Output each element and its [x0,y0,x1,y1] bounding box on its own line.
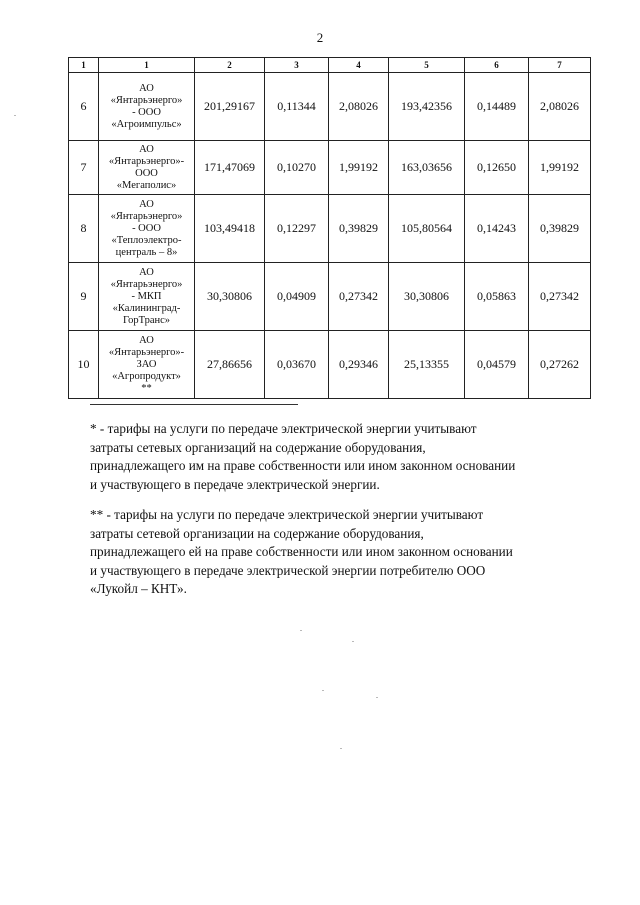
organization-line: «Мегаполис» [116,179,177,191]
column-header: 1 [99,58,195,73]
organization-line: АО [139,334,154,346]
value-cell: 0,10270 [265,141,329,195]
organization-cell [99,331,195,399]
column-header: 1 [69,58,99,73]
organization-line: «Янтарьэнерго»- [108,346,185,358]
scan-speck [322,690,324,691]
organization-line: централь – 8» [115,246,178,258]
organization-cell [99,141,195,195]
organization-line: «Агропродукт» [112,370,181,382]
table-row [69,331,591,399]
value-cell: 193,42356 [389,73,465,141]
organization-line: «Янтарьэнерго» [110,210,183,222]
organization-line: «Янтарьэнерго» [110,278,183,290]
organization-line: «Калининград- [112,302,181,314]
organization-cell [99,195,195,263]
value-cell: 25,13355 [389,331,465,399]
footnote-line: «Лукойл – КНТ». [90,581,187,596]
value-cell: 0,39829 [529,195,591,263]
organization-line: «Теплоэлектро- [111,234,182,246]
scan-speck [340,748,342,749]
value-cell: 0,14243 [465,195,529,263]
footnote-separator [90,404,298,405]
footnote-line: и участвующего в передаче электрической энергии. [90,476,380,492]
organization-cell [99,263,195,331]
row-number-cell: 6 [69,73,99,141]
row-number-cell: 8 [69,195,99,263]
value-cell: 0,04579 [465,331,529,399]
organization-line: АО [139,82,154,94]
value-cell: 163,03656 [389,141,465,195]
scan-speck [376,697,378,698]
column-header: 6 [465,58,529,73]
value-cell: 0,12297 [265,195,329,263]
table-header-row [69,58,591,73]
scan-speck [300,630,302,631]
organization-line: ** [141,382,152,394]
value-cell: 0,27342 [329,263,389,331]
value-cell: 0,03670 [265,331,329,399]
organization-line: АО [139,266,154,278]
table-row [69,263,591,331]
value-cell: 1,99192 [329,141,389,195]
value-cell: 171,47069 [195,141,265,195]
scan-speck [352,641,354,642]
organization-line: - МКП [131,290,162,302]
row-number-cell: 10 [69,331,99,399]
organization-line: «Янтарьэнерго»- [108,155,185,167]
table-row [69,141,591,195]
value-cell: 105,80564 [389,195,465,263]
value-cell: 0,29346 [329,331,389,399]
organization-line: - ООО [132,106,161,118]
value-cell: 0,27342 [529,263,591,331]
value-cell: 0,05863 [465,263,529,331]
footnote-line: * - тарифы на услуги по передаче электрической энергии учитывают [90,421,477,436]
footnote-double-asterisk [90,506,580,599]
value-cell: 30,30806 [195,263,265,331]
organization-line: «Агроимпульс» [111,118,182,130]
row-number-cell: 7 [69,141,99,195]
footnote-line: затраты сетевых организаций на содержание оборудования, [90,439,426,455]
value-cell: 2,08026 [329,73,389,141]
value-cell: 201,29167 [195,73,265,141]
value-cell: 2,08026 [529,73,591,141]
value-cell: 103,49418 [195,195,265,263]
organization-line: «Янтарьэнерго» [110,94,183,106]
column-header: 7 [529,58,591,73]
organization-line: АО [139,143,154,155]
value-cell: 0,12650 [465,141,529,195]
table-row [69,195,591,263]
organization-line: ГорТранс» [122,314,171,326]
value-cell: 0,14489 [465,73,529,141]
organization-cell [99,73,195,141]
footnote-single-asterisk [90,420,580,494]
organization-line: ООО [135,167,158,179]
footnote-line: затраты сетевой организации на содержание оборудования, [90,525,424,541]
column-header: 5 [389,58,465,73]
value-cell: 27,86656 [195,331,265,399]
organization-line: АО [139,198,154,210]
footnote-line: ** - тарифы на услуги по передаче электрической энергии учитывают [90,507,484,522]
scan-speck [14,115,16,116]
organization-line: ЗАО [136,358,157,370]
column-header: 2 [195,58,265,73]
footnote-line: и участвующего в передаче электрической энергии потребителю ООО [90,562,486,578]
table-row [69,73,591,141]
footnote-line: принадлежащего ей на праве собственности или ином законном основании [90,544,513,559]
value-cell: 30,30806 [389,263,465,331]
row-number-cell: 9 [69,263,99,331]
page-number: 2 [316,30,324,45]
value-cell: 0,04909 [265,263,329,331]
organization-line: - ООО [132,222,161,234]
value-cell: 1,99192 [529,141,591,195]
value-cell: 0,27262 [529,331,591,399]
column-header: 4 [329,58,389,73]
value-cell: 0,11344 [265,73,329,141]
footnote-line: принадлежащего им на праве собственности или ином законном основании [90,458,516,473]
column-header: 3 [265,58,329,73]
tariff-table [68,57,591,399]
value-cell: 0,39829 [329,195,389,263]
